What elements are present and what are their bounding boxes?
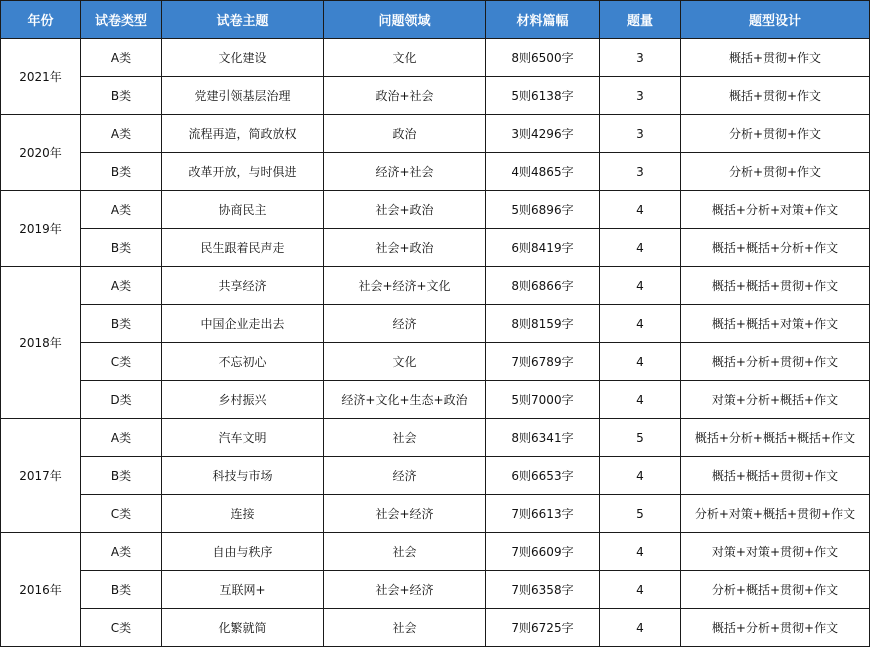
paper-type-cell: D类	[81, 381, 162, 419]
theme-cell: 自由与秩序	[162, 533, 324, 571]
count-cell: 4	[600, 343, 681, 381]
paper-type-cell: B类	[81, 305, 162, 343]
length-cell: 8则8159字	[486, 305, 600, 343]
table-row	[1, 609, 870, 647]
paper-type-cell: C类	[81, 609, 162, 647]
design-cell: 概括+概括+贯彻+作文	[681, 457, 870, 495]
paper-type-cell: B类	[81, 153, 162, 191]
year-cell: 2019年	[1, 191, 81, 267]
header-row	[1, 1, 870, 39]
count-cell: 3	[600, 115, 681, 153]
table-body	[1, 39, 870, 647]
count-cell: 3	[600, 39, 681, 77]
domain-cell: 文化	[324, 343, 486, 381]
length-cell: 8则6500字	[486, 39, 600, 77]
header-problem-domain: 问题领域	[324, 1, 486, 39]
design-cell: 概括+贯彻+作文	[681, 77, 870, 115]
design-cell: 概括+分析+对策+作文	[681, 191, 870, 229]
paper-type-cell: C类	[81, 495, 162, 533]
theme-cell: 协商民主	[162, 191, 324, 229]
theme-cell: 连接	[162, 495, 324, 533]
count-cell: 4	[600, 457, 681, 495]
table-row	[1, 457, 870, 495]
paper-type-cell: A类	[81, 419, 162, 457]
domain-cell: 社会+政治	[324, 191, 486, 229]
table-row	[1, 495, 870, 533]
length-cell: 5则6138字	[486, 77, 600, 115]
length-cell: 4则4865字	[486, 153, 600, 191]
length-cell: 6则6653字	[486, 457, 600, 495]
theme-cell: 文化建设	[162, 39, 324, 77]
table-row	[1, 267, 870, 305]
theme-cell: 科技与市场	[162, 457, 324, 495]
theme-cell: 不忘初心	[162, 343, 324, 381]
design-cell: 概括+分析+贯彻+作文	[681, 609, 870, 647]
paper-type-cell: B类	[81, 77, 162, 115]
year-cell: 2017年	[1, 419, 81, 533]
header-year: 年份	[1, 1, 81, 39]
design-cell: 概括+分析+概括+概括+作文	[681, 419, 870, 457]
domain-cell: 社会+经济	[324, 571, 486, 609]
design-cell: 概括+分析+贯彻+作文	[681, 343, 870, 381]
header-question-design: 题型设计	[681, 1, 870, 39]
table-row	[1, 533, 870, 571]
table-row	[1, 153, 870, 191]
theme-cell: 乡村振兴	[162, 381, 324, 419]
length-cell: 8则6866字	[486, 267, 600, 305]
design-cell: 分析+概括+贯彻+作文	[681, 571, 870, 609]
theme-cell: 改革开放，与时俱进	[162, 153, 324, 191]
domain-cell: 社会	[324, 419, 486, 457]
count-cell: 4	[600, 381, 681, 419]
paper-type-cell: A类	[81, 267, 162, 305]
year-cell: 2018年	[1, 267, 81, 419]
count-cell: 4	[600, 533, 681, 571]
header-paper-type: 试卷类型	[81, 1, 162, 39]
domain-cell: 政治	[324, 115, 486, 153]
paper-type-cell: A类	[81, 39, 162, 77]
year-cell: 2016年	[1, 533, 81, 647]
design-cell: 分析+对策+概括+贯彻+作文	[681, 495, 870, 533]
table-row	[1, 571, 870, 609]
length-cell: 3则4296字	[486, 115, 600, 153]
domain-cell: 政治+社会	[324, 77, 486, 115]
theme-cell: 汽车文明	[162, 419, 324, 457]
length-cell: 5则6896字	[486, 191, 600, 229]
table-row	[1, 77, 870, 115]
count-cell: 4	[600, 571, 681, 609]
design-cell: 分析+贯彻+作文	[681, 115, 870, 153]
domain-cell: 社会	[324, 533, 486, 571]
paper-type-cell: A类	[81, 533, 162, 571]
length-cell: 7则6609字	[486, 533, 600, 571]
table-row	[1, 39, 870, 77]
count-cell: 4	[600, 609, 681, 647]
design-cell: 概括+概括+分析+作文	[681, 229, 870, 267]
length-cell: 7则6789字	[486, 343, 600, 381]
table-row	[1, 381, 870, 419]
length-cell: 7则6358字	[486, 571, 600, 609]
count-cell: 3	[600, 77, 681, 115]
design-cell: 对策+对策+贯彻+作文	[681, 533, 870, 571]
count-cell: 3	[600, 153, 681, 191]
domain-cell: 经济	[324, 457, 486, 495]
table-row	[1, 191, 870, 229]
header-material-length: 材料篇幅	[486, 1, 600, 39]
theme-cell: 中国企业走出去	[162, 305, 324, 343]
year-cell: 2021年	[1, 39, 81, 115]
theme-cell: 民生跟着民声走	[162, 229, 324, 267]
domain-cell: 社会	[324, 609, 486, 647]
theme-cell: 共享经济	[162, 267, 324, 305]
count-cell: 4	[600, 229, 681, 267]
design-cell: 对策+分析+概括+作文	[681, 381, 870, 419]
table-row	[1, 229, 870, 267]
theme-cell: 互联网+	[162, 571, 324, 609]
design-cell: 概括+概括+对策+作文	[681, 305, 870, 343]
paper-type-cell: A类	[81, 191, 162, 229]
length-cell: 8则6341字	[486, 419, 600, 457]
domain-cell: 经济	[324, 305, 486, 343]
design-cell: 概括+贯彻+作文	[681, 39, 870, 77]
length-cell: 7则6613字	[486, 495, 600, 533]
year-cell: 2020年	[1, 115, 81, 191]
theme-cell: 党建引领基层治理	[162, 77, 324, 115]
count-cell: 4	[600, 267, 681, 305]
paper-type-cell: A类	[81, 115, 162, 153]
length-cell: 6则8419字	[486, 229, 600, 267]
paper-type-cell: B类	[81, 229, 162, 267]
table-row	[1, 115, 870, 153]
table-row	[1, 419, 870, 457]
header-paper-theme: 试卷主题	[162, 1, 324, 39]
domain-cell: 社会+经济+文化	[324, 267, 486, 305]
theme-cell: 流程再造，简政放权	[162, 115, 324, 153]
design-cell: 概括+概括+贯彻+作文	[681, 267, 870, 305]
header-question-count: 题量	[600, 1, 681, 39]
domain-cell: 经济+社会	[324, 153, 486, 191]
domain-cell: 社会+经济	[324, 495, 486, 533]
domain-cell: 文化	[324, 39, 486, 77]
paper-type-cell: B类	[81, 571, 162, 609]
design-cell: 分析+贯彻+作文	[681, 153, 870, 191]
domain-cell: 社会+政治	[324, 229, 486, 267]
table-row	[1, 343, 870, 381]
count-cell: 4	[600, 305, 681, 343]
count-cell: 4	[600, 191, 681, 229]
theme-cell: 化繁就简	[162, 609, 324, 647]
count-cell: 5	[600, 419, 681, 457]
paper-type-cell: B类	[81, 457, 162, 495]
length-cell: 5则7000字	[486, 381, 600, 419]
length-cell: 7则6725字	[486, 609, 600, 647]
table-row	[1, 305, 870, 343]
paper-type-cell: C类	[81, 343, 162, 381]
count-cell: 5	[600, 495, 681, 533]
domain-cell: 经济+文化+生态+政治	[324, 381, 486, 419]
